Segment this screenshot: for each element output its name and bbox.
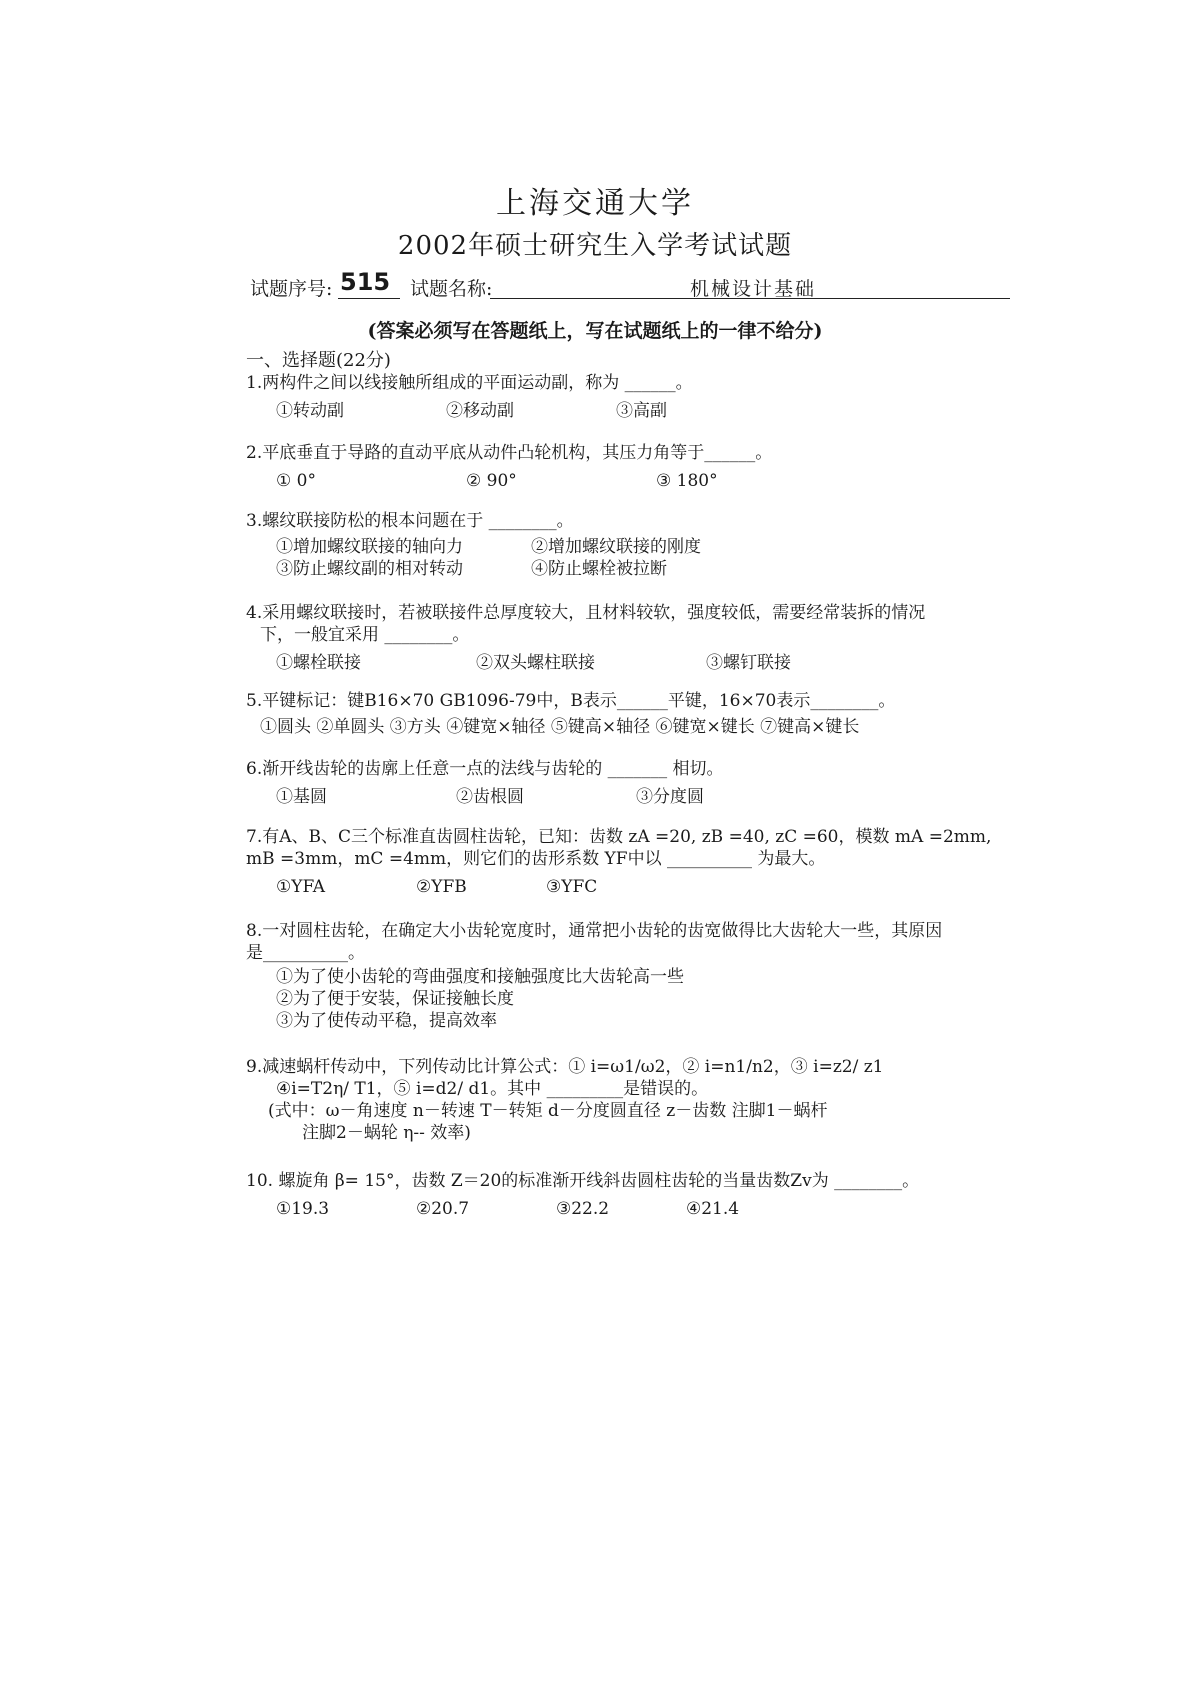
note-line: 注脚2－蜗轮 η-- 效率) — [268, 1123, 471, 1143]
question-text: 7.有A、B、C三个标准直齿圆柱齿轮，已知：齿数 zA =20, zB =40, zC =60，模数 mA =2mm, — [246, 827, 992, 847]
question-text: 10. 螺旋角 β= 15°，齿数 Z＝20的标准渐开线斜齿圆柱齿轮的当量齿数Zv为 ________。 — [246, 1171, 920, 1191]
option: ②移动副 — [446, 401, 514, 421]
option: ③22.2 — [556, 1199, 610, 1219]
option: ③ 180° — [656, 471, 718, 491]
option: ①基圆 — [276, 787, 327, 807]
name-label: 试题名称: — [410, 278, 493, 300]
question-text-cont: mB =3mm，mC =4mm，则它们的齿形系数 YF中以 __________ 为最大。 — [246, 849, 826, 869]
university-title: 上海交通大学 — [496, 186, 694, 221]
code-value: 515 — [340, 268, 391, 296]
code-underline — [338, 298, 400, 299]
question-3 — [246, 510, 976, 580]
question-text: 3.螺纹联接防松的根本问题在于 ________。 — [246, 511, 574, 531]
question-text: 8.一对圆柱齿轮，在确定大小齿轮宽度时，通常把小齿轮的齿宽做得比大齿轮大一些，其原因 — [246, 921, 943, 941]
option: ①19.3 — [276, 1199, 330, 1219]
exam-title: 2002年硕士研究生入学考试试题 — [397, 231, 793, 261]
option: ①螺栓联接 — [276, 653, 361, 673]
question-10 — [246, 1170, 976, 1220]
question-4 — [246, 602, 976, 674]
question-text-cont: 是__________。 — [246, 943, 365, 963]
option: ③螺钉联接 — [706, 653, 791, 673]
section-heading: 一、选择题(22分) — [246, 350, 391, 371]
option: ②齿根圆 — [456, 787, 524, 807]
option-line: ③为了使传动平稳，提高效率 — [276, 1011, 497, 1031]
question-5 — [246, 690, 976, 738]
option: ④21.4 — [686, 1199, 740, 1219]
option-line: ③防止螺纹副的相对转动 ④防止螺栓被拉断 — [276, 559, 667, 579]
exam-meta — [250, 268, 1010, 302]
option: ② 90° — [466, 471, 517, 491]
question-text: 5.平键标记：键B16×70 GB1096-79中，B表示______平键，16×70表示________。 — [246, 691, 896, 711]
question-2 — [246, 442, 976, 492]
option: ②20.7 — [416, 1199, 470, 1219]
question-1 — [246, 372, 976, 422]
option-line: ①增加螺纹联接的轴向力 ②增加螺纹联接的刚度 — [276, 537, 701, 557]
option: ① 0° — [276, 471, 316, 491]
option: ①YFA — [276, 877, 326, 897]
question-text: 2.平底垂直于导路的直动平底从动件凸轮机构，其压力角等于______。 — [246, 443, 773, 463]
question-text: 6.渐开线齿轮的齿廓上任意一点的法线与齿轮的 _______ 相切。 — [246, 759, 724, 779]
option-line: ②为了便于安装，保证接触长度 — [276, 989, 514, 1009]
question-7 — [246, 826, 992, 898]
option-line: ①圆头 ②单圆头 ③方头 ④键宽×轴径 ⑤键高×轴径 ⑥键宽×键长 ⑦键高×键长 — [260, 717, 860, 737]
subject-name: 机械设计基础 — [690, 278, 817, 300]
answer-notice: (答案必须写在答题纸上，写在试题纸上的一律不给分) — [367, 320, 823, 342]
question-text: 1.两构件之间以线接触所组成的平面运动副，称为 ______。 — [246, 373, 693, 393]
question-text: 9.减速蜗杆传动中，下列传动比计算公式：① i=ω1/ω2，② i=n1/n2，③ i=z2/ z1 — [246, 1057, 884, 1077]
option: ③分度圆 — [636, 787, 704, 807]
question-text-cont: 下，一般宜采用 ________。 — [260, 625, 470, 645]
question-9 — [246, 1056, 976, 1144]
option: ①转动副 — [276, 401, 344, 421]
question-text: 4.采用螺纹联接时，若被联接件总厚度较大，且材料较软，强度较低，需要经常装拆的情况 — [246, 603, 926, 623]
option: ③YFC — [546, 877, 598, 897]
question-6 — [246, 758, 976, 808]
option: ②双头螺柱联接 — [476, 653, 595, 673]
option: ③高副 — [616, 401, 667, 421]
question-text-cont: ④i=T2η/ T1，⑤ i=d2/ d1。其中 _________是错误的。 — [276, 1079, 709, 1099]
option-line: ①为了使小齿轮的弯曲强度和接触强度比大齿轮高一些 — [276, 967, 684, 987]
note-line: (式中：ω－角速度 n－转速 T－转矩 d－分度圆直径 z－齿数 注脚1－蜗杆 — [268, 1101, 828, 1121]
code-label: 试题序号: — [250, 278, 333, 300]
option: ②YFB — [416, 877, 467, 897]
question-8 — [246, 920, 976, 1032]
